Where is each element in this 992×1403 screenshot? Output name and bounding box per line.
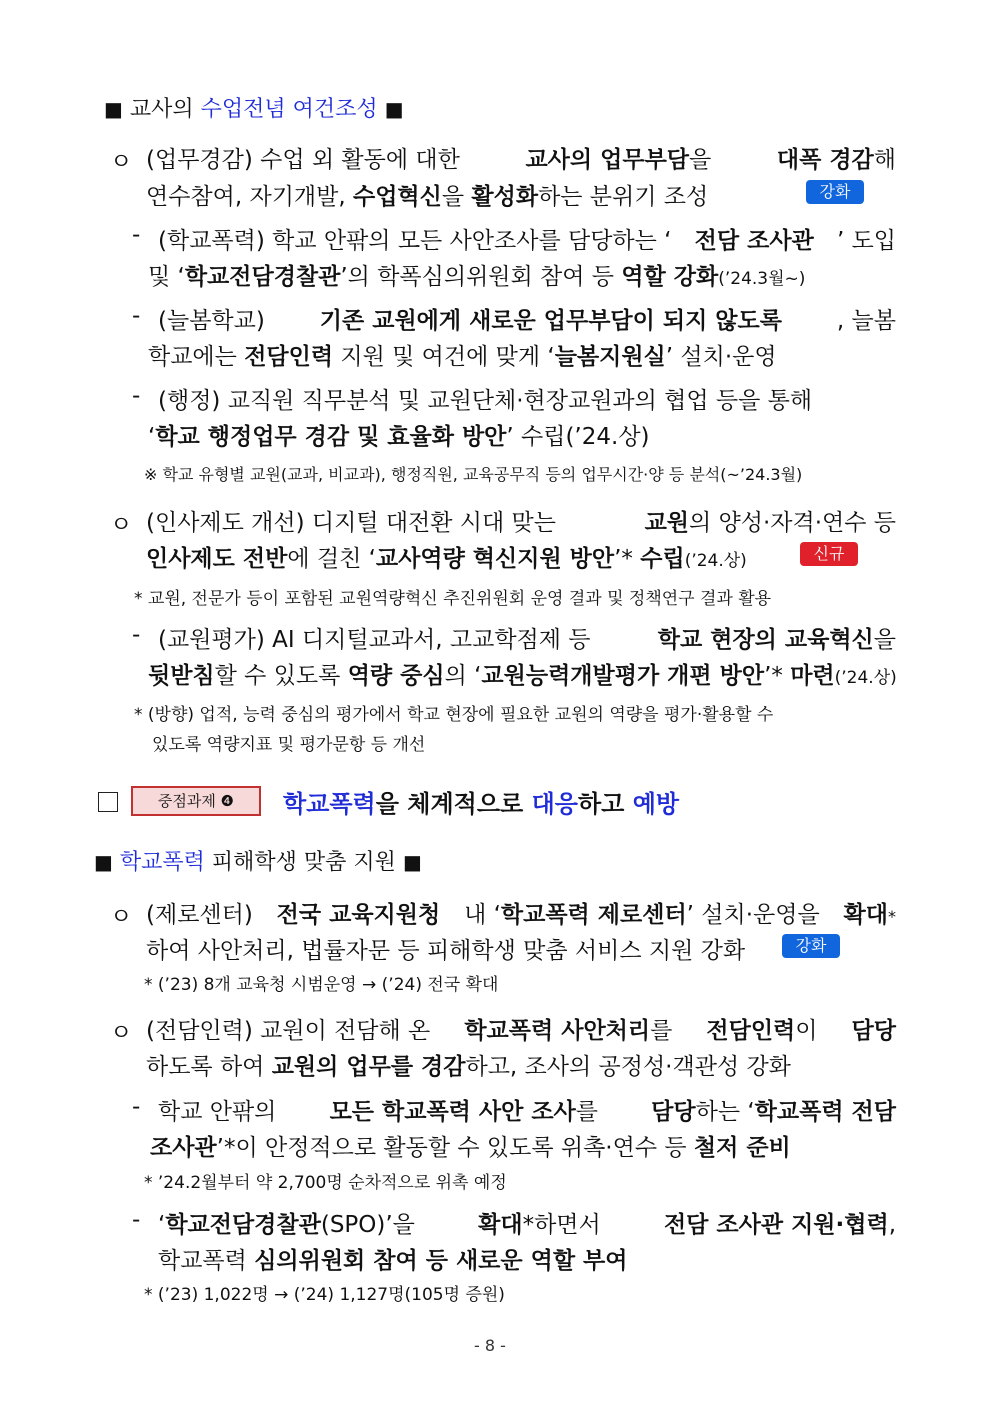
text: 이 [795, 1018, 818, 1044]
text: *하면서 [522, 1212, 601, 1238]
heading-end-bullet: ■ [402, 850, 422, 874]
text-bold: 교사역량 혁신지원 방안 [375, 546, 615, 572]
text: ’ 도입 [836, 228, 896, 254]
text: 학교에는 [148, 344, 237, 370]
text-bold: 역량 중심 [347, 663, 445, 689]
task-title [283, 784, 679, 819]
sub1-line2 [148, 258, 805, 291]
text-blue: 예방 [632, 790, 680, 818]
heading-prefix: 교사의 [129, 97, 194, 122]
text-bold: 교사의 업무부담 [525, 147, 690, 173]
heading-end-bullet: ■ [384, 97, 404, 121]
text-bold: 학교전담경찰관 [165, 1212, 321, 1238]
text-bold: 교원의 업무를 경감 [271, 1054, 466, 1080]
text-bold: 학교 행정업무 경감 및 효율화 방안 [155, 424, 507, 450]
item4-line1 [146, 1012, 896, 1045]
text: , [888, 1212, 896, 1238]
text: 내 ‘ [464, 902, 501, 928]
item2-line1 [146, 504, 896, 537]
text-bold: 담당 [851, 1018, 896, 1044]
item1-line1 [146, 141, 896, 174]
text-bold: 전담 조사관 지원·협력 [663, 1212, 889, 1238]
sub2-line1 [158, 302, 896, 335]
text: ‘ [148, 424, 156, 450]
text-bold: 수업혁신 [353, 184, 442, 210]
dash: - [132, 303, 141, 329]
text-bold: 대폭 경감 [776, 147, 874, 173]
text: (’24.상) [684, 551, 747, 571]
item2-line2 [146, 540, 747, 573]
text: (제로센터) [146, 902, 253, 928]
sub4-line2 [148, 657, 897, 690]
text-bold: 심의위원회 참여 등 새로운 역할 부여 [254, 1248, 628, 1274]
sub4-line1 [158, 621, 896, 654]
item2-marker: ㅇ [110, 512, 133, 538]
text-bold: 학교폭력 사안처리 [464, 1018, 651, 1044]
text: 하고 [577, 790, 625, 818]
text-bold: 마련 [790, 663, 835, 689]
text-bold: 전담 조사관 [694, 228, 814, 254]
heading-bullet: ■ [104, 97, 123, 121]
note-workload-analysis: ※ 학교 유형별 교원(교과, 비교과), 행정직원, 교육공무직 등의 업무시간·양 등 분석(~’24.3월) [144, 465, 803, 484]
note-direction-line2: 있도록 역량지표 및 평가문항 등 개선 [152, 735, 426, 755]
text: (SPO)’을 [320, 1212, 415, 1238]
text-bold: 기존 교원에게 새로운 업무부담이 되지 않도록 [319, 308, 782, 334]
sub6-line1 [158, 1206, 896, 1239]
note-investigator-appointment: * ’24.2월부터 약 2,700명 순차적으로 위촉 예정 [144, 1173, 507, 1193]
sub3-line1 [158, 382, 896, 415]
text: 를 [650, 1018, 673, 1044]
sub3-line2 [148, 418, 650, 451]
text-bold: 전담인력 [706, 1018, 796, 1044]
text: 해 [873, 147, 896, 173]
item1-marker: ㅇ [110, 149, 133, 175]
badge-new: 신규 [800, 542, 858, 566]
task-label-badge: 중점과제 ❹ [131, 786, 261, 816]
text: (업무경감) 수업 외 활동에 대한 [146, 147, 460, 173]
text: ’ 설치·운영 [665, 344, 777, 370]
note-spo-increase: * (’23) 1,022명 → (’24) 1,127명(105명 증원) [144, 1285, 505, 1305]
text-bold: 담당 [651, 1099, 696, 1125]
text: 하고, 조사의 공정성·객관성 강화 [465, 1054, 791, 1080]
item1-line2 [146, 178, 708, 211]
text: * (방향) 업적, 능력 중심의 평가에서 학교 현장에 필요한 교원의 역량을 평가·활용할 수 [134, 705, 774, 725]
text-bold: 학교전담경찰관 [184, 264, 341, 290]
text: 의 ‘ [444, 663, 482, 689]
note-direction-line1 [134, 700, 896, 725]
text-bold: 늘봄지원실 [554, 344, 666, 370]
text: ’* [764, 663, 783, 689]
text-bold: 학교폭력 제로센터 [500, 902, 687, 928]
dash: - [132, 383, 141, 409]
text: ’ 수립(’24.상) [506, 424, 650, 450]
text: ’*이 안정적으로 활동할 수 있도록 위촉·연수 등 [216, 1135, 687, 1161]
text-bold: 전국 교육지원청 [276, 902, 441, 928]
text-bold: 확대 [478, 1212, 523, 1238]
item3-line1 [146, 896, 896, 929]
text: ‘ [158, 1212, 166, 1238]
text: 하는 ‘ [695, 1099, 755, 1125]
note-committee: * 교원, 전문가 등이 포함된 교원역량혁신 추진위원회 운영 결과 및 정책연구 결과 활용 [134, 589, 772, 609]
text: , 늘봄 [836, 308, 896, 334]
text: 지원 및 여건에 맞게 ‘ [340, 344, 555, 370]
text: 하도록 하여 [146, 1054, 265, 1080]
item3-line2: 하여 사안처리, 법률자문 등 피해학생 맞춤 서비스 지원 강화 [146, 938, 746, 964]
text: 할 수 있도록 [214, 663, 341, 689]
text-bold: 인사제도 전반 [146, 546, 288, 572]
sub5-line1 [158, 1093, 896, 1126]
heading-bullet: ■ [94, 850, 113, 874]
text-bold: 교원 [644, 510, 689, 536]
dash: - [132, 1094, 141, 1120]
text-bold: 철저 준비 [693, 1135, 791, 1161]
text: 을 [689, 147, 712, 173]
task-checkbox [98, 792, 118, 812]
text-bold: 수립 [640, 546, 685, 572]
badge-strengthen: 강화 [806, 180, 864, 204]
text: 을 체계적으로 [375, 790, 524, 818]
page-number: - 8 - [474, 1336, 506, 1355]
sub1-line1 [158, 222, 896, 255]
text: (행정) 교직원 직무분석 및 교원단체·현장교원과의 협업 등을 통해 [158, 388, 813, 414]
text: 에 걸친 ‘ [287, 546, 376, 572]
text: 하는 분위기 조성 [538, 184, 709, 210]
badge-strengthen: 강화 [782, 934, 840, 958]
text-bold: 뒷받침 [148, 663, 215, 689]
text: 학교 안팎의 [158, 1099, 277, 1125]
heading-highlight: 학교폭력 [119, 850, 205, 875]
sub6-line2 [158, 1242, 628, 1275]
text: 연수참여, 자기개발, [146, 184, 346, 210]
sub2-line2 [148, 338, 777, 371]
text-bold: 확대 [843, 902, 888, 928]
text: ’의 학폭심의위원회 참여 등 [340, 264, 615, 290]
heading-highlight: 수업전념 여건조성 [200, 97, 378, 122]
text: ’ 설치·운영을 [686, 902, 820, 928]
text: ’* [614, 546, 633, 572]
text: 을 [441, 184, 465, 210]
text-bold: 활성화 [471, 184, 539, 210]
text-bold: 조사관 [150, 1135, 217, 1161]
text-bold: 학교 현장의 교육혁신 [657, 627, 874, 653]
item4-line2 [146, 1048, 791, 1081]
text: 을 [873, 627, 896, 653]
heading-suffix: 피해학생 맞춤 지원 [211, 850, 396, 875]
text: 의 양성·자격·연수 등 [689, 510, 896, 536]
text-blue: 학교폭력 [283, 790, 376, 818]
text: (전담인력) 교원이 전담해 온 [146, 1018, 431, 1044]
text-bold: 교원능력개발평가 개편 방안 [481, 663, 765, 689]
item3-marker: ㅇ [110, 904, 133, 930]
text: (’24.3월~) [718, 269, 806, 289]
text: (늘봄학교) [158, 308, 265, 334]
text-bold: 전담인력 [244, 344, 334, 370]
text-bold: 학교폭력 전담 [754, 1099, 896, 1125]
dash: - [132, 1207, 141, 1233]
text: (학교폭력) 학교 안팎의 모든 사안조사를 담당하는 ‘ [158, 228, 672, 254]
text: (교원평가) AI 디지털교과서, 고교학점제 등 [158, 627, 591, 653]
sub5-line2 [150, 1129, 791, 1162]
section-heading-victim-support [94, 845, 422, 876]
note-zero-center: * (’23) 8개 교육청 시범운영 → (’24) 전국 확대 [144, 975, 499, 995]
text: (’24.상) [834, 668, 897, 688]
item4-marker: ㅇ [110, 1020, 133, 1046]
text: 학교폭력 [158, 1248, 247, 1274]
text: (인사제도 개선) 디지털 대전환 시대 맞는 [146, 510, 556, 536]
dash: - [132, 622, 141, 648]
section-heading-teacher-focus [104, 92, 404, 123]
text-blue: 대응 [531, 790, 578, 818]
text: 및 ‘ [148, 264, 185, 290]
text: 를 [575, 1099, 598, 1125]
dash: - [132, 222, 141, 248]
text-bold: 모든 학교폭력 사안 조사 [329, 1099, 576, 1125]
text-bold: 역할 강화 [621, 264, 719, 290]
text: * [887, 907, 896, 926]
